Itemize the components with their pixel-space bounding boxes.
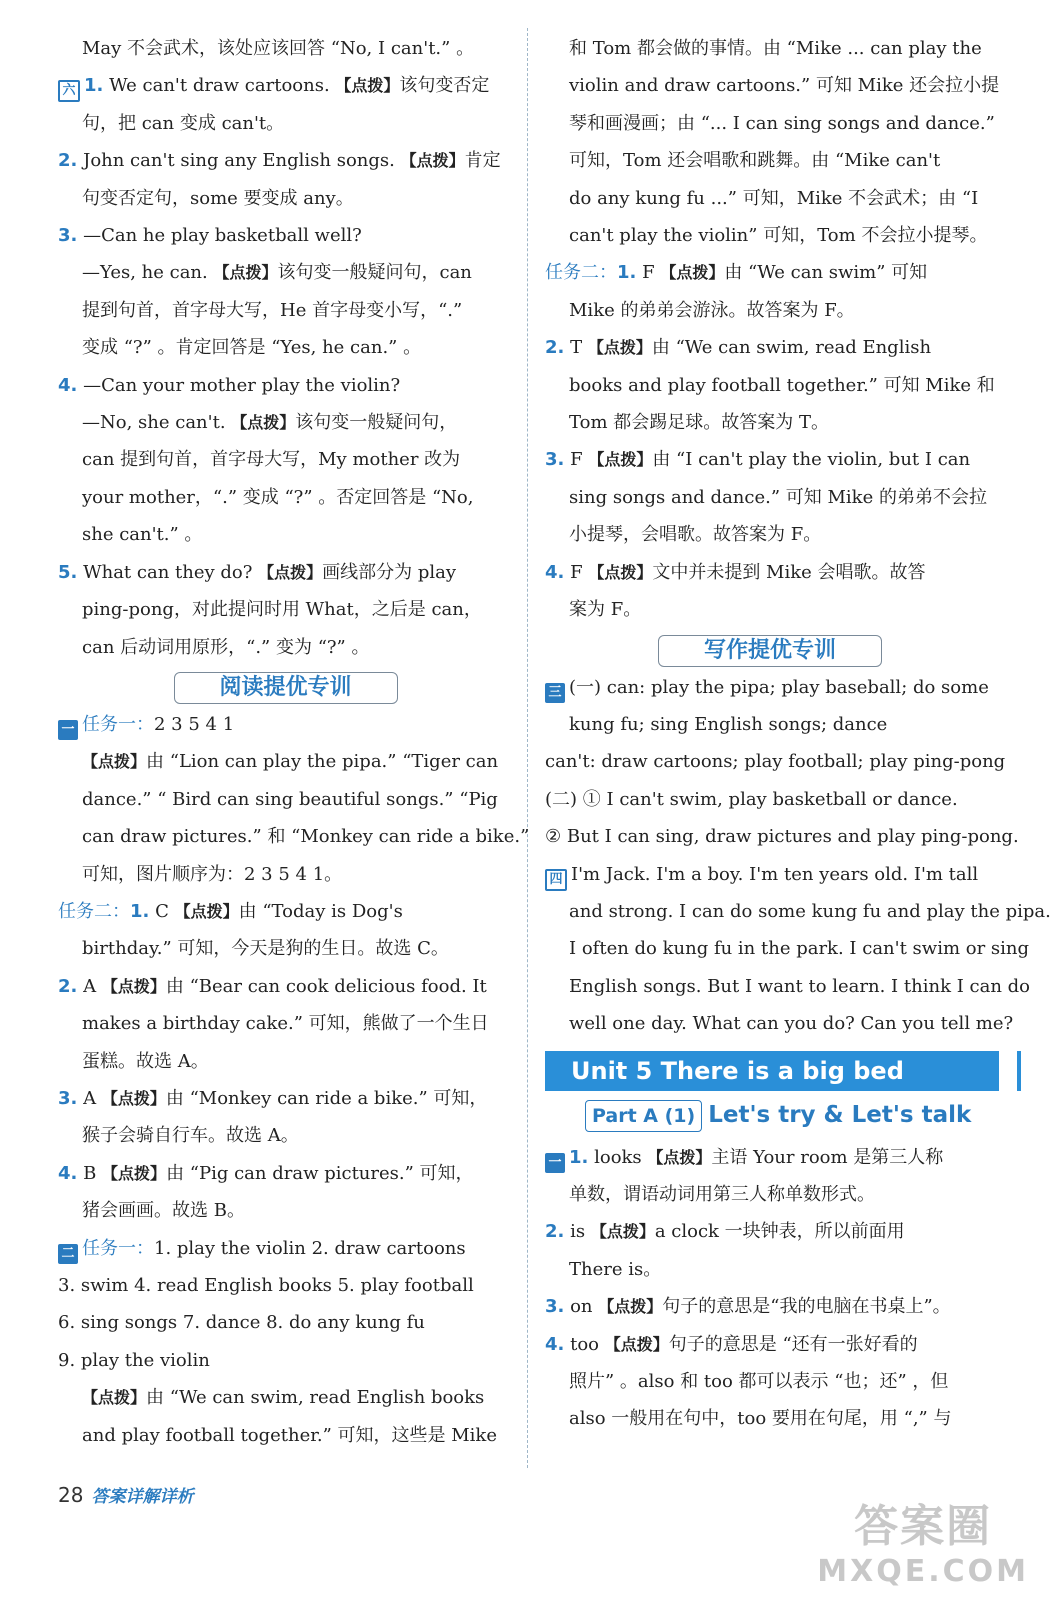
text-line: (二) ① I can't swim, play basketball or dance. <box>545 788 958 810</box>
text-line: she can't.” 。 <box>82 524 203 546</box>
part-heading <box>585 1093 995 1139</box>
watermark-logo: 答案圈 <box>854 1501 993 1552</box>
watermark <box>817 1490 1029 1589</box>
text-line: books and play football together.” 可知 Mike 和 <box>569 374 995 396</box>
text-line: 猴子会骑自行车。故选 A。 <box>82 1125 299 1147</box>
item-line: 3. A 【点拨】由 “Monkey can ride a bike.” 可知， <box>58 1087 488 1109</box>
text-line: and strong. I can do some kung fu and play the pipa. <box>569 900 1051 922</box>
item-line: 2. is 【点拨】a clock 一块钟表，所以前面用 <box>545 1221 905 1243</box>
text-line: Mike 的弟弟会游泳。故答案为 F。 <box>569 299 855 321</box>
part-label: Part A (1) <box>585 1100 702 1132</box>
text-line: dance.” “ Bird can sing beautiful songs.” “Pig <box>82 788 498 810</box>
item-line: 【点拨】由 “Lion can play the pipa.” “Tiger can <box>82 751 499 773</box>
text-line: 案为 F。 <box>569 599 642 621</box>
item-line: 【点拨】由 “We can swim, read English books <box>82 1387 485 1409</box>
right-column <box>545 30 1051 1438</box>
item-line: 一 任务一：2 3 5 4 1 <box>58 706 513 743</box>
text-line: can't: draw cartoons; play football; play ping-pong <box>545 751 1006 773</box>
watermark-url: MXQE.COM <box>817 1554 1029 1589</box>
left-column <box>58 30 530 1454</box>
section-marker-icon: 二 <box>58 1244 78 1264</box>
text-line: 小提琴，会唱歌。故答案为 F。 <box>569 524 822 546</box>
text-line: 猪会画画。故选 B。 <box>82 1200 245 1222</box>
item-line: 一 1. looks 【点拨】主语 Your room 是第三人称 <box>545 1139 995 1176</box>
item-line: 5. What can they do? 【点拨】画线部分为 play <box>58 561 457 583</box>
section-banner-writing: 写作提优专训 <box>658 635 882 667</box>
text-line: 可知，Tom 还会唱歌和跳舞。由 “Mike can't <box>569 150 941 172</box>
text-line: 3. swim 4. read English books 5. play football <box>58 1275 474 1296</box>
item-line: 六 1. We can't draw cartoons. 【点拨】该句变否定 <box>58 67 513 104</box>
text-line: violin and draw cartoons.” 可知 Mike 还会拉小提 <box>569 75 1000 97</box>
footer-brand: 答案详解详析 <box>91 1487 194 1507</box>
text-line: 可知，图片顺序为：2 3 5 4 1。 <box>82 863 343 885</box>
text-line: May 不会武术，该处应该回答 “No, I can't.” 。 <box>82 38 475 59</box>
text-line: 句，把 can 变成 can't。 <box>82 112 285 134</box>
text-line: well one day. What can you do? Can you tell me? <box>569 1013 1014 1035</box>
text-line: sing songs and dance.” 可知 Mike 的弟弟不会拉 <box>569 486 987 508</box>
section-marker-icon: 一 <box>545 1153 565 1173</box>
section-marker-icon: 一 <box>58 720 78 740</box>
part-title: Let's try & Let's talk <box>708 1101 972 1128</box>
item-line: 任务二：1. C 【点拨】由 “Today is Dog's <box>58 900 403 922</box>
text-line: 琴和画漫画；由 “... I can sing songs and dance.” <box>569 112 995 134</box>
text-line: can't play the violin” 可知，Tom 不会拉小提琴。 <box>569 225 988 247</box>
text-line: 蛋糕。故选 A。 <box>82 1050 209 1072</box>
text-line: 单数，谓语动词用第三人称单数形式。 <box>569 1183 875 1205</box>
text-line: 9. play the violin <box>58 1349 210 1371</box>
text-line: 照片” 。also 和 too 都可以表示 “也；还” ，但 <box>569 1371 949 1392</box>
banner-edge-decoration <box>995 1051 1021 1091</box>
item-line: 4. B 【点拨】由 “Pig can draw pictures.” 可知， <box>58 1162 474 1184</box>
item-line: —No, she can't. 【点拨】该句变一般疑问句， <box>82 412 458 434</box>
text-line: 和 Tom 都会做的事情。由 “Mike ... can play the <box>569 38 982 59</box>
item-line: 4. —Can your mother play the violin? <box>58 374 401 396</box>
item-line: 三 (一) can: play the pipa; play baseball; do some <box>545 669 995 706</box>
item-line: 2. John can't sing any English songs. 【点拨】肯定 <box>58 150 501 172</box>
item-line: —Yes, he can. 【点拨】该句变一般疑问句，can <box>82 262 472 284</box>
text-line: 变成 “?” 。肯定回答是 “Yes, he can.” 。 <box>82 337 422 359</box>
text-line: also 一般用在句中，too 要用在句尾，用 “,” 与 <box>569 1408 952 1430</box>
item-line: 2. T 【点拨】由 “We can swim, read English <box>545 337 932 359</box>
text-line: There is。 <box>569 1258 662 1280</box>
section-marker-icon: 四 <box>545 869 567 891</box>
item-line: 4. F 【点拨】文中并未提到 Mike 会唱歌。故答 <box>545 561 926 583</box>
text-line: English songs. But I want to learn. I think I can do <box>569 975 1031 997</box>
item-line: 二 任务一：1. play the violin 2. draw cartoons <box>58 1230 513 1267</box>
item-line: 3. —Can he play basketball well? <box>58 225 362 247</box>
item-line: 任务二：1. F 【点拨】由 “We can swim” 可知 <box>545 262 928 284</box>
text-line: ② But I can sing, draw pictures and play ping-pong. <box>545 826 1019 848</box>
text-line: I often do kung fu in the park. I can't swim or sing <box>569 938 1030 960</box>
text-line: 句变否定句，some 要变成 any。 <box>82 187 354 209</box>
text-line: birthday.” 可知，今天是狗的生日。故选 C。 <box>82 938 449 960</box>
text-line: 提到句首，首字母大写，He 首字母变小写，“.” <box>82 299 463 321</box>
text-line: can 提到句首，首字母大写，My mother 改为 <box>82 449 461 471</box>
section-marker-icon: 三 <box>545 683 565 703</box>
unit-title: Unit 5 There is a big bed <box>571 1056 904 1085</box>
text-line: your mother，“.” 变成 “?” 。否定回答是 “No, <box>82 486 474 508</box>
item-line: 3. F 【点拨】由 “I can't play the violin, but I can <box>545 449 971 471</box>
text-line: can 后动词用原形，“.” 变为 “?” 。 <box>82 636 370 658</box>
text-line: Tom 都会踢足球。故答案为 T。 <box>569 412 829 434</box>
text-line: can draw pictures.” 和 “Monkey can ride a bike.” <box>82 826 530 848</box>
unit-banner <box>545 1051 995 1091</box>
text-line: and play football together.” 可知，这些是 Mike <box>82 1424 497 1446</box>
item-line: 四 I'm Jack. I'm a boy. I'm ten years old. I'm tall <box>545 856 995 893</box>
text-line: kung fu; sing English songs; dance <box>569 713 888 735</box>
text-line: ping-pong，对此提问时用 What，之后是 can， <box>82 599 482 621</box>
text-line: 6. sing songs 7. dance 8. do any kung fu <box>58 1312 425 1334</box>
item-line: 3. on 【点拨】句子的意思是“我的电脑在书桌上”。 <box>545 1296 951 1318</box>
section-marker-icon: 六 <box>58 80 80 102</box>
item-line: 2. A 【点拨】由 “Bear can cook delicious food. It <box>58 975 487 997</box>
page-footer <box>58 1482 193 1507</box>
section-banner-reading: 阅读提优专训 <box>174 672 398 704</box>
page-number: 28 <box>58 1483 84 1507</box>
column-divider <box>527 28 528 1468</box>
item-line: 4. too 【点拨】句子的意思是 “还有一张好看的 <box>545 1333 918 1355</box>
text-line: do any kung fu ...” 可知，Mike 不会武术；由 “I <box>569 187 979 209</box>
text-line: makes a birthday cake.” 可知，熊做了一个生日 <box>82 1013 489 1035</box>
